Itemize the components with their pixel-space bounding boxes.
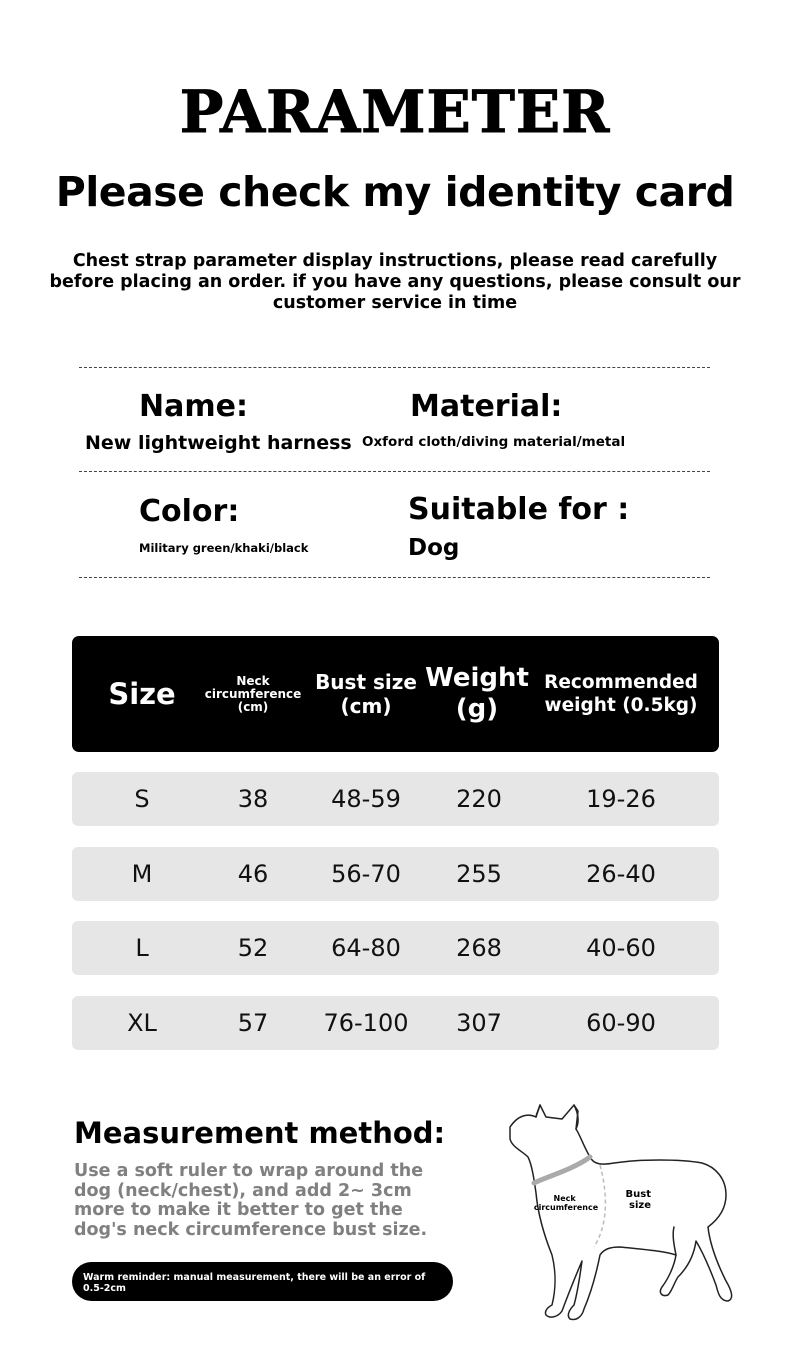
page-title: PARAMETER [179, 78, 611, 146]
name-label: Name: [139, 389, 248, 424]
cell-neck: 38 [237, 785, 269, 813]
cell-size: S [134, 785, 150, 813]
cell-bust: 48-59 [331, 785, 401, 813]
neck-ring [534, 1157, 590, 1183]
dog-outline [510, 1105, 732, 1320]
page-subtitle: Please check my identity card [55, 168, 735, 216]
cell-weight: 268 [456, 934, 502, 962]
cell-recommended: 40-60 [586, 934, 656, 962]
table-row [72, 772, 719, 826]
cell-recommended: 19-26 [586, 785, 656, 813]
measurement-title: Measurement method: [74, 1116, 446, 1150]
material-value: Oxford cloth/diving material/metal [362, 434, 626, 450]
suitable-label: Suitable for : [408, 492, 630, 527]
cell-weight: 255 [456, 860, 502, 888]
dog-diagram [490, 1095, 750, 1335]
size-table-header [72, 636, 719, 752]
measurement-text: Use a soft ruler to wrap around the dog (neck/chest), and add 2~ 3cm more to make it better to get the dog's neck circumference bust size. [74, 1161, 428, 1240]
header-weight: Weight (g) [425, 663, 529, 724]
cell-recommended: 60-90 [586, 1009, 656, 1037]
cell-size: XL [127, 1009, 157, 1037]
name-value: New lightweight harness [85, 432, 352, 454]
warm-reminder-text: Warm reminder: manual measurement, there will be an error of 0.5-2cm [83, 1272, 426, 1294]
svg-text:Neck circumference: Neck circumference [533, 1194, 599, 1212]
intro-text: Chest strap parameter display instructions, please read carefully before placing an order. if you have any questions, please consult our customer service in time [49, 251, 741, 313]
divider [79, 471, 710, 472]
cell-weight: 220 [456, 785, 502, 813]
cell-bust: 56-70 [331, 860, 401, 888]
color-label: Color: [139, 494, 240, 529]
cell-bust: 76-100 [323, 1009, 409, 1037]
cell-bust: 64-80 [331, 934, 401, 962]
material-label: Material: [410, 389, 563, 424]
warm-reminder [72, 1262, 453, 1301]
divider [79, 367, 710, 368]
suitable-value: Dog [408, 535, 460, 561]
header-bust: Bust size (cm) [315, 670, 417, 718]
cell-neck: 57 [237, 1009, 269, 1037]
cell-size: M [131, 860, 153, 888]
svg-text:Bust size: Bust size [625, 1189, 651, 1211]
header-neck: Neck circumference (cm) [204, 673, 302, 714]
divider [79, 577, 710, 578]
cell-size: L [135, 934, 149, 962]
cell-neck: 52 [237, 934, 269, 962]
table-row [72, 847, 719, 901]
color-value: Military green/khaki/black [139, 541, 309, 555]
cell-recommended: 26-40 [586, 860, 656, 888]
cell-weight: 307 [456, 1009, 502, 1037]
header-recommended: Recommended weight (0.5kg) [544, 672, 698, 716]
cell-neck: 46 [237, 860, 269, 888]
header-size: Size [108, 677, 176, 711]
table-row [72, 996, 719, 1050]
table-row [72, 921, 719, 975]
